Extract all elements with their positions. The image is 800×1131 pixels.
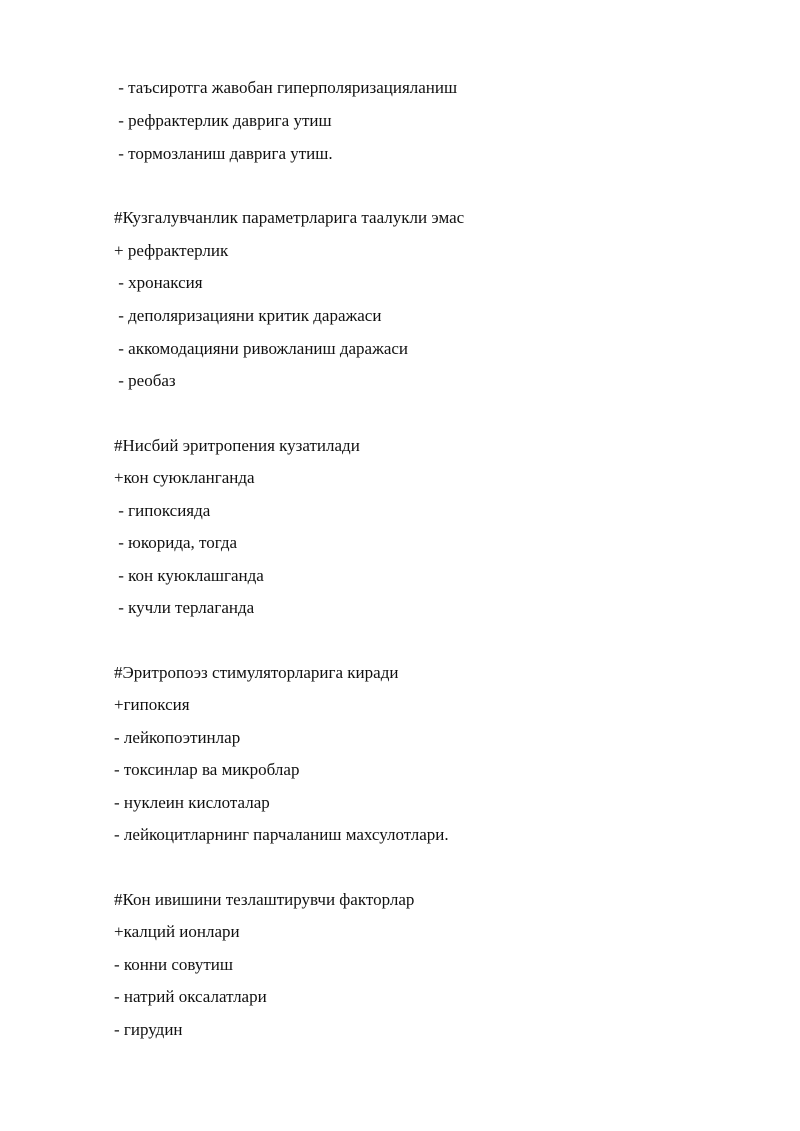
answer-line: - гипоксияда (114, 501, 211, 520)
answer-line: - аккомодацияни ривожланиш даражаси (114, 339, 409, 358)
answer-line: - таъсиротга жавобан гиперполяризацияланиш (114, 78, 458, 97)
answer-line: - конни совутиш (114, 955, 233, 974)
answer-line: - лейкопоэтинлар (114, 728, 241, 747)
answer-line: - токсинлар ва микроблар (114, 760, 300, 779)
correct-answer-line: +гипоксия (114, 695, 190, 714)
answer-line: - лейкоцитларнинг парчаланиш махсулотлари. (114, 825, 449, 844)
correct-answer-line: + рефрактерлик (114, 241, 229, 260)
answer-line: - натрий оксалатлари (114, 987, 267, 1006)
correct-answer-line: +калций ионлари (114, 922, 240, 941)
answer-line: - деполяризацияни критик даражаси (114, 306, 382, 325)
answer-line: - нуклеин кислоталар (114, 793, 270, 812)
answer-line: - рефрактерлик даврига утиш (114, 111, 332, 130)
answer-line: - реобаз (114, 371, 176, 390)
answer-line: - хронаксия (114, 273, 203, 292)
question-heading: #Кузгалувчанлик параметрларига таалукли эмас (114, 208, 465, 227)
question-heading: #Эритропоэз стимуляторларига киради (114, 663, 399, 682)
answer-line: - юкорида, тогда (114, 533, 238, 552)
answer-line: - кон куюклашганда (114, 566, 264, 585)
answer-line: - кучли терлаганда (114, 598, 255, 617)
answer-line: - тормозланиш даврига утиш. (114, 144, 333, 163)
question-heading: #Нисбий эритропения кузатилади (114, 436, 360, 455)
correct-answer-line: +кон суюкланганда (114, 468, 255, 487)
question-heading: #Кон ивишини тезлаштирувчи факторлар (114, 890, 415, 909)
answer-line: - гирудин (114, 1020, 183, 1039)
